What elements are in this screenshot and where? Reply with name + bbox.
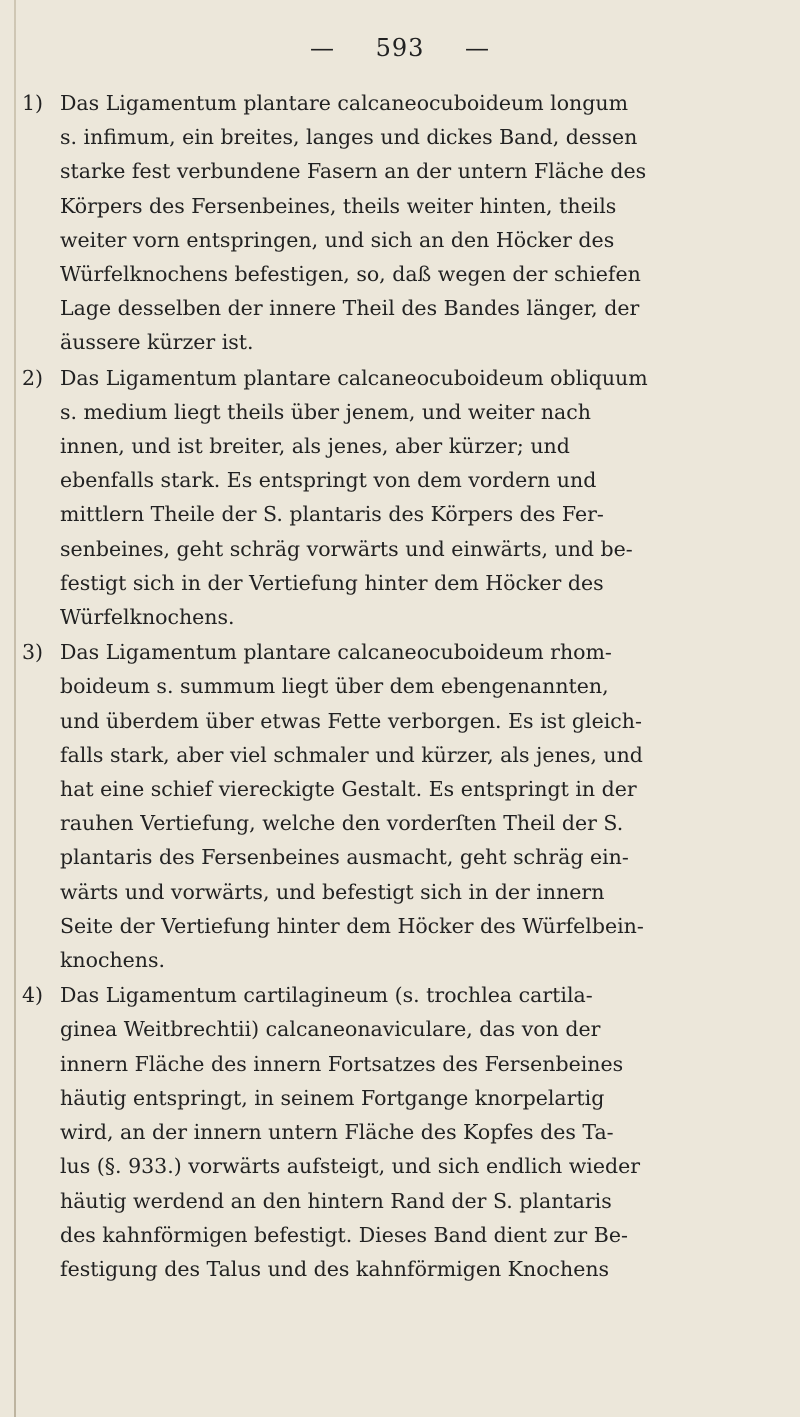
line-text: ebenfalls stark. Es entspringt von dem vordern und bbox=[60, 468, 597, 493]
text-line bbox=[22, 600, 780, 634]
line-text: häutig entspringt, in seinem Fortgange knorpelartig bbox=[60, 1085, 605, 1110]
line-text: plantaris des Fersenbeines ausmacht, geht schräg ein- bbox=[60, 845, 629, 870]
text-line bbox=[22, 154, 780, 188]
text-line bbox=[22, 257, 780, 291]
text-line bbox=[22, 120, 780, 154]
line-text: Das Ligamentum plantare calcaneocuboideum longum bbox=[60, 91, 629, 115]
line-text: festigung des Talus und des kahnförmigen Knochens bbox=[60, 1256, 610, 1281]
text-line bbox=[22, 738, 780, 772]
text-line bbox=[22, 566, 780, 600]
page-body bbox=[22, 86, 780, 1287]
line-text: senbeines, geht schräg vorwärts und einwärts, und be- bbox=[60, 536, 633, 561]
text-line bbox=[22, 1047, 780, 1081]
text-line bbox=[22, 1115, 780, 1149]
line-text: falls stark, aber viel schmaler und kürzer, als jenes, und bbox=[60, 742, 643, 767]
line-text: äussere kürzer ist. bbox=[60, 330, 254, 355]
page-edge bbox=[14, 0, 16, 1417]
line-text: innen, und ist breiter, als jenes, aber kürzer; und bbox=[60, 434, 570, 459]
line-text: ginea Weitbrechtii) calcaneonaviculare, das von der bbox=[60, 1017, 601, 1042]
text-line bbox=[22, 532, 780, 566]
header-dash-left: — bbox=[309, 34, 335, 62]
text-line bbox=[22, 395, 780, 429]
line-text: hat eine schief viereckigte Gestalt. Es entspringt in der bbox=[60, 777, 637, 802]
line-text: Das Ligamentum plantare calcaneocuboideum obliquum bbox=[60, 365, 648, 390]
line-text: Lage desselben der innere Theil des Bandes länger, der bbox=[60, 296, 640, 321]
text-line bbox=[22, 1218, 780, 1252]
line-text: Würfelknochens. bbox=[60, 605, 235, 630]
text-line bbox=[22, 86, 780, 120]
line-text: s. medium liegt theils über jenem, und weiter nach bbox=[60, 399, 591, 424]
page-number: 593 bbox=[375, 34, 425, 62]
line-text: innern Fläche des innern Fortsatzes des Fersenbeines bbox=[60, 1051, 624, 1076]
line-text: knochens. bbox=[60, 948, 166, 973]
text-line bbox=[22, 1252, 780, 1286]
text-line bbox=[22, 669, 780, 703]
line-text: s. infimum, ein breites, langes und dickes Band, dessen bbox=[60, 125, 638, 150]
paragraph-1 bbox=[22, 86, 780, 360]
line-text: und überdem über etwas Fette verborgen. Es ist gleich- bbox=[60, 708, 642, 733]
line-text: weiter vorn entspringen, und sich an den Höcker des bbox=[60, 227, 615, 252]
text-line bbox=[22, 463, 780, 497]
line-text: Das Ligamentum cartilagineum (s. trochlea cartila- bbox=[60, 983, 593, 1008]
text-line bbox=[22, 1081, 780, 1115]
line-text: boideum s. summum liegt über dem ebengenannten, bbox=[60, 674, 609, 699]
text-line bbox=[22, 772, 780, 806]
text-line bbox=[22, 806, 780, 840]
text-line bbox=[22, 189, 780, 223]
text-line bbox=[22, 429, 780, 463]
text-line bbox=[22, 909, 780, 943]
paragraph-number: 3) bbox=[22, 640, 44, 665]
text-line bbox=[22, 704, 780, 738]
line-text: festigt sich in der Vertiefung hinter dem Höcker des bbox=[60, 570, 604, 595]
header-dash-right: — bbox=[465, 34, 491, 62]
line-text: Würfelknochens befestigen, so, daß wegen der schiefen bbox=[60, 262, 641, 287]
line-text: rauhen Vertiefung, welche den vorderſten Theil der S. bbox=[60, 811, 624, 836]
line-text: starke fest verbundene Fasern an der untern Fläche des bbox=[60, 159, 647, 184]
paragraph-3 bbox=[22, 635, 780, 977]
line-text: lus (§. 933.) vorwärts aufsteigt, und sich endlich wieder bbox=[60, 1154, 641, 1179]
line-text: wird, an der innern untern Fläche des Kopfes des Ta- bbox=[60, 1120, 614, 1145]
text-line bbox=[22, 978, 780, 1012]
line-text: mittlern Theile der S. plantaris des Körpers des Fer- bbox=[60, 502, 604, 527]
paragraph-number: 4) bbox=[22, 983, 44, 1008]
text-line bbox=[22, 1012, 780, 1046]
paragraph-4 bbox=[22, 978, 780, 1286]
text-line bbox=[22, 635, 780, 669]
line-text: wärts und vorwärts, und befestigt sich in der innern bbox=[60, 879, 605, 904]
line-text: häutig werdend an den hintern Rand der S. plantaris bbox=[60, 1188, 612, 1213]
text-line bbox=[22, 1149, 780, 1183]
page-header bbox=[0, 34, 800, 62]
paragraph-number: 2) bbox=[22, 365, 44, 390]
line-text: des kahnförmigen befestigt. Dieses Band dient zur Be- bbox=[60, 1222, 628, 1247]
text-line bbox=[22, 875, 780, 909]
text-line bbox=[22, 223, 780, 257]
text-line bbox=[22, 943, 780, 977]
text-line bbox=[22, 497, 780, 531]
line-text: Körpers des Fersenbeines, theils weiter hinten, theils bbox=[60, 193, 617, 218]
paragraph-2 bbox=[22, 361, 780, 635]
text-line bbox=[22, 1184, 780, 1218]
text-line bbox=[22, 325, 780, 359]
line-text: Das Ligamentum plantare calcaneocuboideum rhom- bbox=[60, 640, 612, 665]
line-text: Seite der Vertiefung hinter dem Höcker des Würfelbein- bbox=[60, 913, 644, 938]
text-line bbox=[22, 840, 780, 874]
paragraph-number: 1) bbox=[22, 91, 44, 115]
text-line bbox=[22, 291, 780, 325]
text-line bbox=[22, 361, 780, 395]
